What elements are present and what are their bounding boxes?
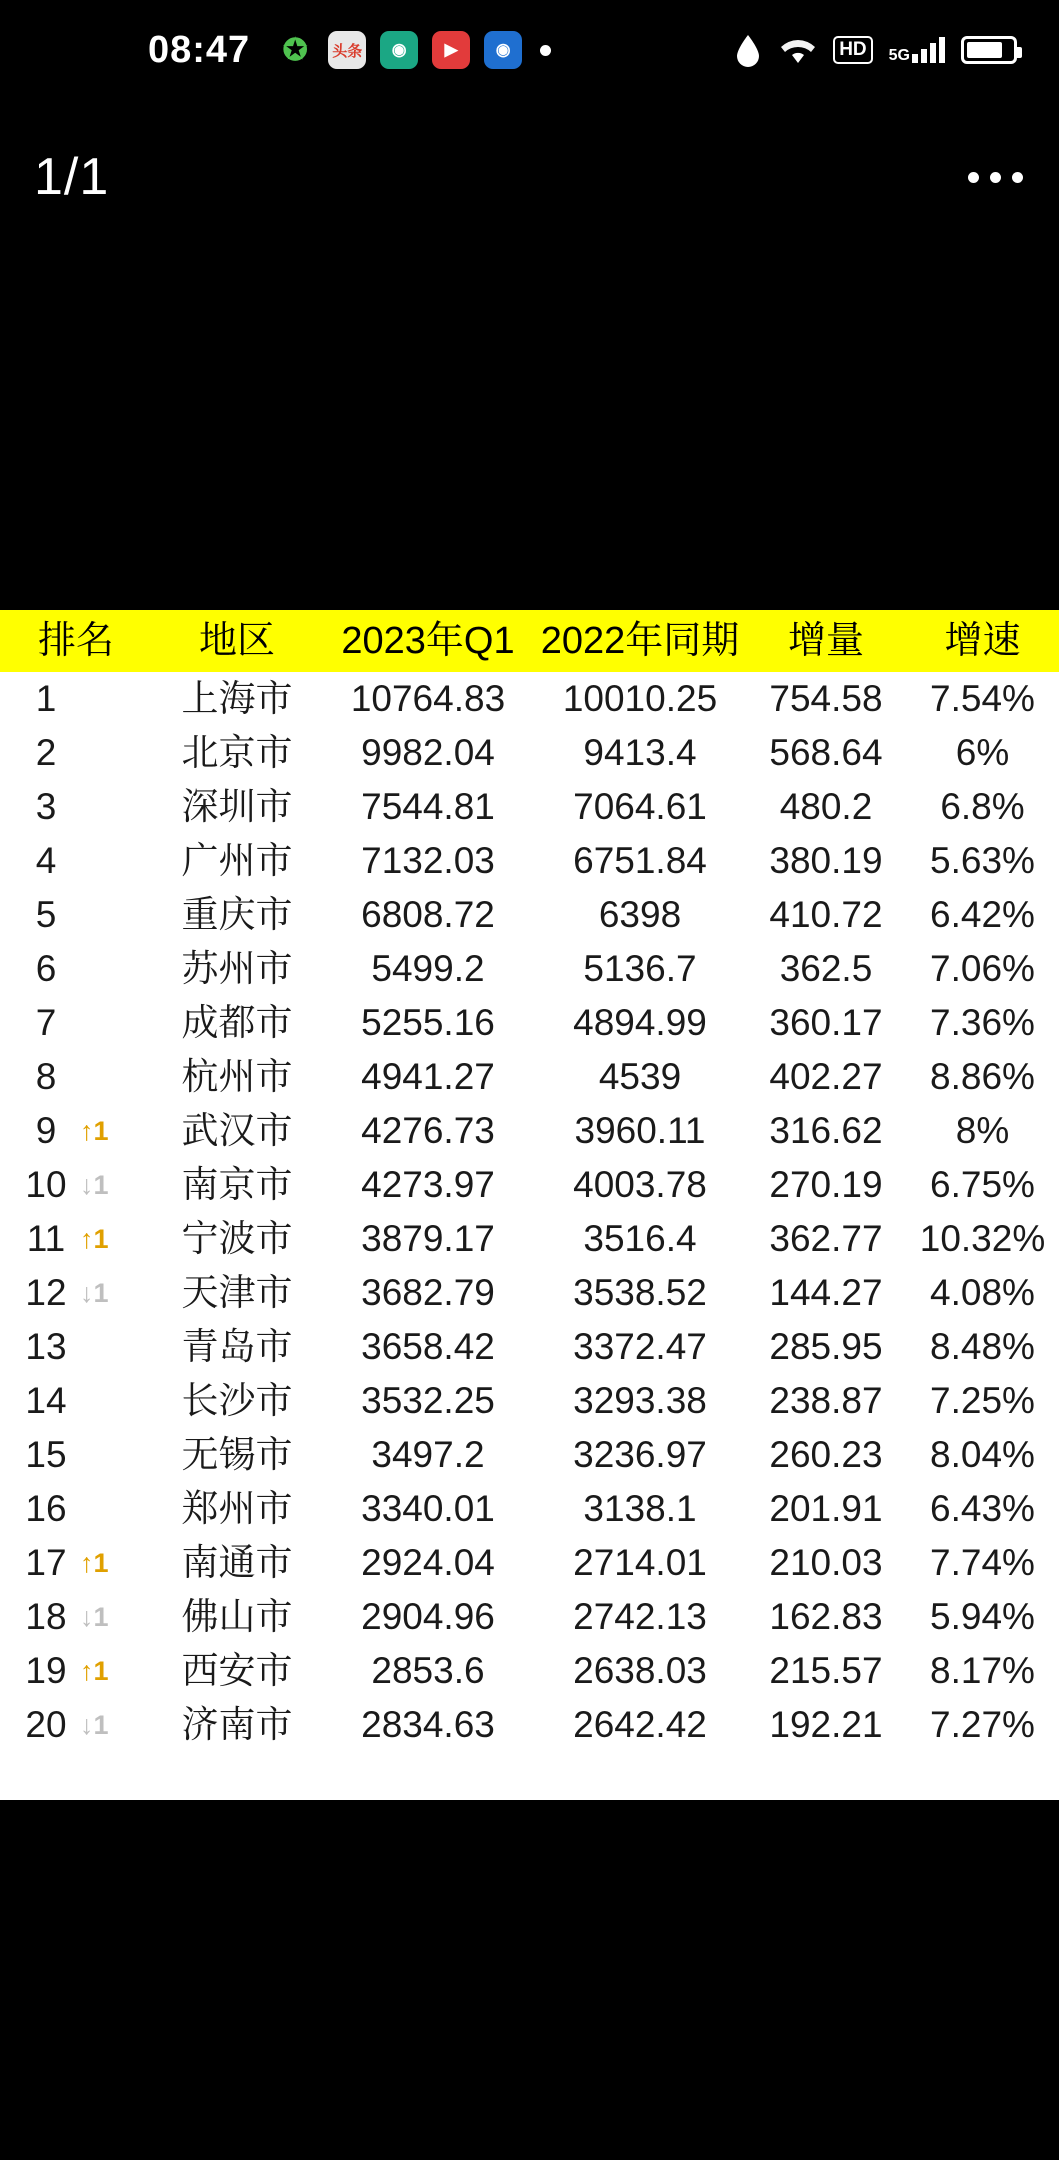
cell-region: 杭州市	[181, 1056, 293, 1097]
table-row	[0, 1320, 1059, 1374]
cell-same-period-2022: 6398	[598, 894, 682, 935]
cell-increment: 402.27	[769, 1056, 883, 1097]
cell-increment: 285.95	[769, 1326, 883, 1367]
cell-same-period-2022: 9413.4	[583, 732, 697, 773]
cell-growth-rate: 6.43%	[930, 1488, 1035, 1529]
network-signal-icon: 5G	[889, 37, 945, 63]
rank-number: 12	[25, 1272, 67, 1313]
cell-q1-2023: 3340.01	[361, 1488, 495, 1529]
table-row	[0, 1266, 1059, 1320]
cell-q1-2023: 2904.96	[361, 1596, 495, 1637]
rank-number: 1	[35, 678, 57, 719]
cell-same-period-2022: 10010.25	[562, 678, 718, 719]
cell-rank	[0, 1158, 152, 1212]
cell-q1-2023: 3497.2	[371, 1434, 485, 1475]
green-app-icon: ◉	[380, 31, 418, 69]
table-row	[0, 1104, 1059, 1158]
cell-rank	[0, 1212, 152, 1266]
water-drop-icon	[733, 33, 763, 67]
table-row	[0, 1428, 1059, 1482]
rank-change-icon: ↓1	[80, 1278, 109, 1308]
cell-same-period-2022: 3236.97	[573, 1434, 707, 1475]
table-row	[0, 780, 1059, 834]
cell-same-period-2022: 3516.4	[583, 1218, 697, 1259]
image-content[interactable]	[0, 610, 1059, 1800]
cell-region: 上海市	[181, 678, 293, 719]
cell-increment: 480.2	[779, 786, 873, 827]
cell-rank	[0, 726, 152, 780]
table-header-row	[0, 610, 1059, 672]
status-clock: 08:47	[148, 28, 251, 71]
cell-region: 西安市	[181, 1650, 293, 1691]
cell-growth-rate: 8%	[955, 1110, 1010, 1151]
header-region: 地区	[152, 610, 322, 672]
cell-rank	[0, 1050, 152, 1104]
cell-region: 武汉市	[181, 1110, 293, 1151]
cell-rank	[0, 780, 152, 834]
cell-growth-rate: 7.25%	[930, 1380, 1035, 1421]
rank-change-icon: ↓1	[80, 1170, 109, 1200]
table-row	[0, 726, 1059, 780]
cell-rank	[0, 888, 152, 942]
cell-q1-2023: 3532.25	[361, 1380, 495, 1421]
cell-rank	[0, 1698, 152, 1752]
cell-growth-rate: 5.94%	[930, 1596, 1035, 1637]
cell-region: 成都市	[181, 1002, 293, 1043]
cell-growth-rate: 8.04%	[930, 1434, 1035, 1475]
cell-q1-2023: 9982.04	[361, 732, 495, 773]
video-app-icon: ▶	[432, 31, 470, 69]
cell-same-period-2022: 7064.61	[573, 786, 707, 827]
rank-number: 15	[25, 1434, 67, 1475]
cell-rank	[0, 942, 152, 996]
cell-region: 长沙市	[181, 1380, 293, 1421]
cell-q1-2023: 3658.42	[361, 1326, 495, 1367]
cell-q1-2023: 4941.27	[361, 1056, 495, 1097]
table-row	[0, 1212, 1059, 1266]
more-notifications-dot	[540, 45, 551, 56]
rank-number: 11	[26, 1218, 66, 1259]
hd-icon: HD	[833, 36, 872, 64]
table-row	[0, 1644, 1059, 1698]
rank-number: 3	[35, 786, 57, 827]
rank-number: 16	[25, 1488, 67, 1529]
cell-q1-2023: 7132.03	[361, 840, 495, 881]
bottom-letterbox	[0, 1800, 1059, 2160]
cell-growth-rate: 7.74%	[930, 1542, 1035, 1583]
table-row	[0, 996, 1059, 1050]
cell-increment: 362.77	[769, 1218, 883, 1259]
rank-number: 6	[35, 948, 57, 989]
cell-rank	[0, 1104, 152, 1158]
cell-q1-2023: 3682.79	[361, 1272, 495, 1313]
cell-increment: 210.03	[769, 1542, 883, 1583]
cell-same-period-2022: 4003.78	[573, 1164, 707, 1205]
cell-increment: 362.5	[779, 948, 873, 989]
rank-number: 17	[25, 1542, 67, 1583]
cell-same-period-2022: 2714.01	[573, 1542, 707, 1583]
cell-region: 宁波市	[181, 1218, 293, 1259]
cell-q1-2023: 7544.81	[361, 786, 495, 827]
wifi-icon	[779, 35, 817, 65]
cell-rank	[0, 1428, 152, 1482]
status-bar	[0, 0, 1059, 100]
cell-growth-rate: 8.17%	[930, 1650, 1035, 1691]
cell-growth-rate: 5.63%	[930, 840, 1035, 881]
more-options-button[interactable]	[968, 172, 1023, 183]
cell-same-period-2022: 3293.38	[573, 1380, 707, 1421]
table-row	[0, 888, 1059, 942]
rank-number: 13	[25, 1326, 67, 1367]
cell-increment: 260.23	[769, 1434, 883, 1475]
cell-region: 南京市	[181, 1164, 293, 1205]
header-q1-2023: 2023年Q1	[322, 610, 534, 672]
cell-q1-2023: 2924.04	[361, 1542, 495, 1583]
cell-rank	[0, 672, 152, 726]
cell-region: 重庆市	[181, 894, 293, 935]
cell-same-period-2022: 2638.03	[573, 1650, 707, 1691]
page-indicator: 1/1	[34, 148, 110, 206]
header-same-period-2022: 2022年同期	[534, 610, 746, 672]
cell-growth-rate: 7.27%	[930, 1704, 1035, 1745]
cell-increment: 380.19	[769, 840, 883, 881]
rank-change-icon: ↓1	[80, 1710, 109, 1740]
cell-increment: 238.87	[769, 1380, 883, 1421]
cell-growth-rate: 10.32%	[919, 1218, 1046, 1259]
cell-same-period-2022: 3138.1	[583, 1488, 697, 1529]
cell-increment: 270.19	[769, 1164, 883, 1205]
cell-growth-rate: 7.06%	[930, 948, 1035, 989]
cell-rank	[0, 996, 152, 1050]
cell-rank	[0, 1482, 152, 1536]
cell-region: 北京市	[181, 732, 293, 773]
cell-rank	[0, 1590, 152, 1644]
cell-same-period-2022: 3960.11	[574, 1110, 706, 1151]
table-body	[0, 672, 1059, 1752]
rank-number: 20	[25, 1704, 67, 1745]
rank-number: 4	[35, 840, 57, 881]
cell-q1-2023: 2853.6	[371, 1650, 485, 1691]
cell-same-period-2022: 2742.13	[573, 1596, 707, 1637]
wechat-icon: ✪	[276, 31, 314, 69]
cell-region: 青岛市	[181, 1326, 293, 1367]
cell-rank	[0, 1536, 152, 1590]
cell-same-period-2022: 4894.99	[573, 1002, 707, 1043]
cell-growth-rate: 8.48%	[930, 1326, 1035, 1367]
cell-increment: 201.91	[769, 1488, 883, 1529]
rank-number: 10	[25, 1164, 67, 1205]
rank-number: 5	[35, 894, 57, 935]
table-row	[0, 1536, 1059, 1590]
cell-region: 天津市	[181, 1272, 293, 1313]
gdp-table	[0, 610, 1059, 1752]
table-row	[0, 1050, 1059, 1104]
rank-number: 8	[35, 1056, 57, 1097]
cell-q1-2023: 5499.2	[371, 948, 485, 989]
table-row	[0, 942, 1059, 996]
header-growth-rate: 增速	[906, 610, 1059, 672]
cell-growth-rate: 8.86%	[930, 1056, 1035, 1097]
cell-increment: 754.58	[769, 678, 883, 719]
cell-same-period-2022: 4539	[598, 1056, 682, 1097]
cell-region: 南通市	[181, 1542, 293, 1583]
rank-change-icon: ↓1	[80, 1602, 109, 1632]
cell-same-period-2022: 2642.42	[573, 1704, 707, 1745]
cell-increment: 215.57	[769, 1650, 883, 1691]
rank-number: 2	[35, 732, 57, 773]
cell-increment: 144.27	[769, 1272, 883, 1313]
cell-same-period-2022: 6751.84	[573, 840, 707, 881]
table-row	[0, 1374, 1059, 1428]
cell-increment: 162.83	[769, 1596, 883, 1637]
cell-increment: 410.72	[769, 894, 883, 935]
cell-increment: 568.64	[769, 732, 883, 773]
cell-increment: 192.21	[769, 1704, 883, 1745]
cell-same-period-2022: 3372.47	[573, 1326, 707, 1367]
cell-q1-2023: 3879.17	[361, 1218, 495, 1259]
cell-growth-rate: 7.36%	[930, 1002, 1035, 1043]
rank-number: 18	[25, 1596, 67, 1637]
cell-rank	[0, 834, 152, 888]
cell-region: 济南市	[181, 1704, 293, 1745]
table-row	[0, 1482, 1059, 1536]
table-row	[0, 834, 1059, 888]
cell-q1-2023: 10764.83	[350, 678, 506, 719]
cell-region: 佛山市	[181, 1596, 293, 1637]
cell-increment: 316.62	[769, 1110, 883, 1151]
cell-region: 无锡市	[181, 1434, 293, 1475]
header-increment: 增量	[746, 610, 906, 672]
status-notification-icons	[276, 31, 551, 69]
rank-change-icon: ↑1	[80, 1656, 109, 1686]
rank-number: 19	[25, 1650, 67, 1691]
rank-number: 9	[35, 1110, 57, 1151]
cell-q1-2023: 6808.72	[361, 894, 495, 935]
cell-increment: 360.17	[769, 1002, 883, 1043]
status-system-icons	[733, 33, 1017, 67]
cell-growth-rate: 6.42%	[930, 894, 1035, 935]
cell-rank	[0, 1374, 152, 1428]
rank-change-icon: ↑1	[80, 1116, 109, 1146]
cell-growth-rate: 7.54%	[930, 678, 1035, 719]
cell-region: 深圳市	[181, 786, 293, 827]
cell-q1-2023: 2834.63	[361, 1704, 495, 1745]
cell-growth-rate: 6%	[955, 732, 1010, 773]
cell-same-period-2022: 5136.7	[583, 948, 697, 989]
cell-region: 郑州市	[181, 1488, 293, 1529]
battery-icon	[961, 36, 1017, 64]
cell-same-period-2022: 3538.52	[573, 1272, 707, 1313]
table-row	[0, 672, 1059, 726]
table-row	[0, 1698, 1059, 1752]
rank-number: 7	[35, 1002, 57, 1043]
cell-q1-2023: 4276.73	[361, 1110, 495, 1151]
cell-growth-rate: 4.08%	[930, 1272, 1035, 1313]
viewer-toolbar	[0, 132, 1059, 222]
rank-change-icon: ↑1	[80, 1224, 109, 1254]
rank-change-icon: ↑1	[80, 1548, 109, 1578]
rank-number: 14	[25, 1380, 67, 1421]
cell-rank	[0, 1320, 152, 1374]
table-row	[0, 1590, 1059, 1644]
toutiao-icon: 头条	[328, 31, 366, 69]
cell-rank	[0, 1644, 152, 1698]
cell-region: 苏州市	[181, 948, 293, 989]
table-row	[0, 1158, 1059, 1212]
cell-growth-rate: 6.8%	[940, 786, 1025, 827]
cell-growth-rate: 6.75%	[930, 1164, 1035, 1205]
cell-q1-2023: 4273.97	[361, 1164, 495, 1205]
cell-rank	[0, 1266, 152, 1320]
cell-q1-2023: 5255.16	[361, 1002, 495, 1043]
cell-region: 广州市	[181, 840, 293, 881]
header-rank: 排名	[0, 610, 152, 672]
browser-app-icon: ◉	[484, 31, 522, 69]
